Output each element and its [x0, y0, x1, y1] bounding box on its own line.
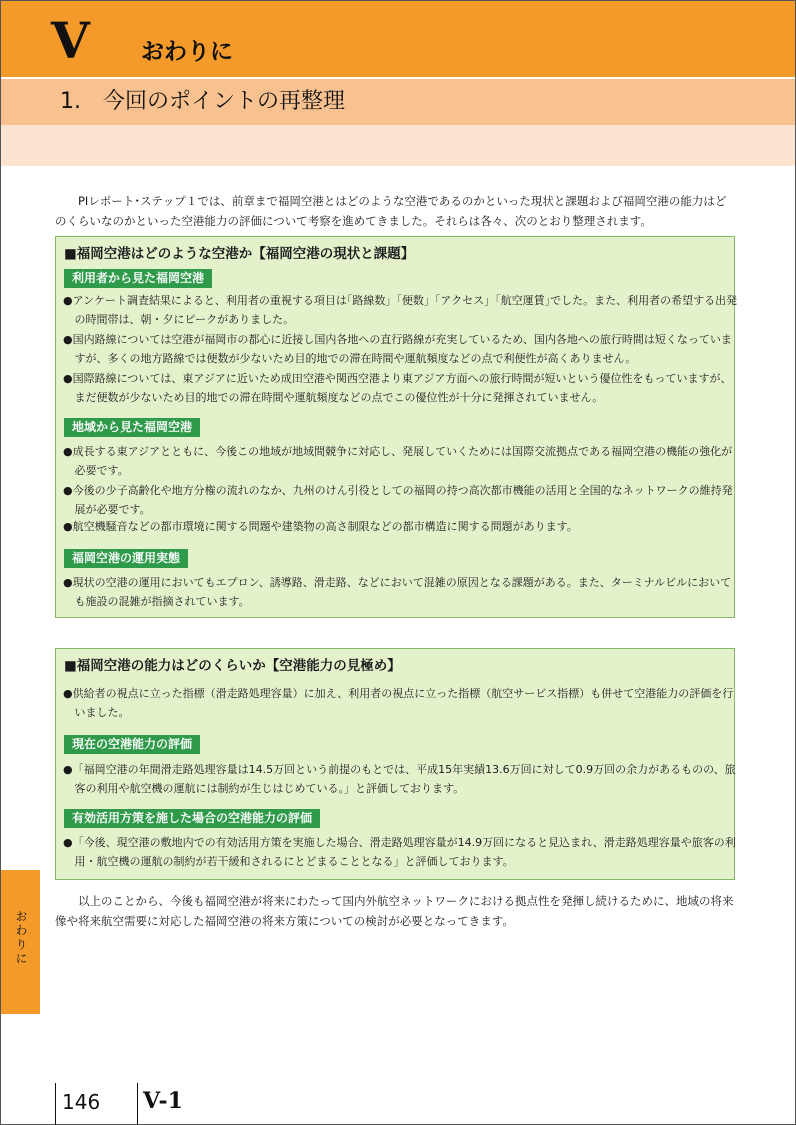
section-header-band [1, 125, 795, 166]
bullet-item: ●供給者の視点に立った指標（滑走路処理容量）に加え、利用者の視点に立った指標（航空サービス指標）も併せて空港能力の評価を行いました。 [63, 687, 734, 719]
side-tab [1, 870, 40, 1014]
section-tag: 地域から見た福岡空港 [64, 418, 200, 437]
footer-divider [55, 1083, 56, 1125]
bullet-item: ●現状の空港の運用においてもエプロン、誘導路、滑走路、などにおいて混雑の原因となる課題がある。また、ターミナルビルにおいても施設の混雑が指摘されています。 [63, 576, 732, 608]
section-tag: 福岡空港の運用実態 [64, 549, 188, 568]
intro-paragraph: PIレポート･ステップ１では、前章まで福岡空港とはどのような空港であるのかといった現状と課題および福岡空港の能力はどのくらいなのかといった空港能力の評価について考察を進めてきました。それらは各々、次のとおり整理されます。 [55, 194, 727, 228]
side-tab-label: おわりに [14, 910, 28, 966]
bullet-item: ●成長する東アジアとともに、今後この地域が地域間競争に対応し、発展していくためには国際交流拠点である福岡空港の機能の強化が必要です。 [63, 445, 733, 477]
section-header [1, 79, 795, 125]
box-title: ■福岡空港はどのような空港か【福岡空港の現状と課題】 [64, 246, 415, 262]
current-status-box [55, 236, 738, 618]
chapter-number: V [51, 11, 90, 70]
page-number: 146 [62, 1090, 101, 1114]
page-code: V-1 [143, 1088, 183, 1114]
chapter-header [1, 1, 795, 77]
bullet-item: ●「今後、現空港の敷地内での有効活用方策を実施した場合、滑走路処理容量が14.9万回になると見込まれ、滑走路処理容量や旅客の利用・航空機の運航の制約が若干緩和されるにとどまることとなる」と評価しております。 [63, 836, 736, 868]
bullet-item: ●今後の少子高齢化や地方分権の流れのなか、九州のけん引役としての福岡の持つ高次都市機能の活用と全国的なネットワークの維持発展が必要です。 [63, 484, 733, 516]
capacity-evaluation-box [55, 648, 735, 880]
section-tag: 現在の空港能力の評価 [64, 735, 200, 754]
section-tag: 有効活用方策を施した場合の空港能力の評価 [64, 809, 320, 828]
conclusion-paragraph: 以上のことから、今後も福岡空港が将来にわたって国内外航空ネットワークにおける拠点性を発揮し続けるために、地域の将来像や将来航空需要に対応した福岡空港の将来方策についての検討が必要となってきます。 [55, 894, 734, 928]
section-title: 1. 今回のポイントの再整理 [60, 89, 345, 114]
bullet-item: ●国際路線については、東アジアに近いため成田空港や関西空港より東アジア方面への旅行時間が短いという優位性をもっていますが、まだ便数が少ないため目的地での滞在時間や運航頻度などの点でこの優位性が十分に発揮されていません。 [63, 372, 732, 404]
box-title: ■福岡空港の能力はどのくらいか【空港能力の見極め】 [64, 658, 401, 674]
bullet-item: ●国内路線については空港が福岡市の都心に近接し国内各地への直行路線が充実しているため、国内各地への旅行時間は短くなっていますが、多くの地方路線では便数が少ないため目的地での滞在時間や運航頻度などの点で利便性が高くありません。 [63, 333, 732, 365]
footer-divider [137, 1083, 138, 1125]
bullet-item: ●「福岡空港の年間滑走路処理容量は14.5万回という前提のもとでは、平成15年実績13.6万回に対して0.9万回の余力があるものの、旅客の利用や航空機の運航には制約が生じはじめている。」と評価しております。 [63, 763, 736, 795]
chapter-title: おわりに [141, 39, 233, 65]
section-tag: 利用者から見た福岡空港 [64, 269, 212, 288]
bullet-item: ●アンケート調査結果によると、利用者の重視する項目は｢路線数｣「便数」｢アクセス」｢航空運賃｣でした。また、利用者の希望する出発の時間帯は、朝・夕にピークがありました。 [63, 294, 738, 326]
bullet-item: ●航空機騒音などの都市環境に関する問題や建築物の高さ制限などの都市構造に関する問題があります。 [63, 520, 578, 533]
